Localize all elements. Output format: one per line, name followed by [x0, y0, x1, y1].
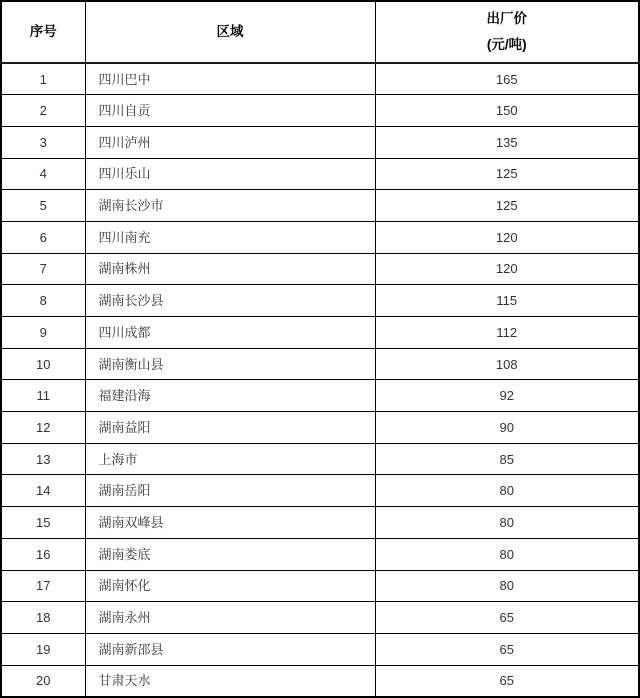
table-row	[1, 602, 639, 634]
table-row	[1, 348, 639, 380]
table-row	[1, 285, 639, 317]
row-region-cell: 湖南娄底	[85, 538, 375, 570]
row-price-cell: 65	[375, 665, 639, 697]
row-region-cell: 湖南衡山县	[85, 348, 375, 380]
row-index-cell: 5	[1, 190, 85, 222]
row-index-cell: 10	[1, 348, 85, 380]
row-price-cell: 80	[375, 570, 639, 602]
row-price-cell: 92	[375, 380, 639, 412]
table-row	[1, 221, 639, 253]
row-price-cell: 112	[375, 317, 639, 349]
row-region-cell: 甘肃天水	[85, 665, 375, 697]
row-index-cell: 1	[1, 63, 85, 95]
row-price-cell: 65	[375, 602, 639, 634]
row-index-cell: 9	[1, 317, 85, 349]
row-price-cell: 85	[375, 443, 639, 475]
row-price-cell: 80	[375, 538, 639, 570]
row-region-cell: 福建沿海	[85, 380, 375, 412]
row-region-cell: 四川成都	[85, 317, 375, 349]
header-col-region	[85, 1, 375, 63]
row-index-cell: 17	[1, 570, 85, 602]
header-col-price	[375, 1, 639, 63]
row-price-cell: 65	[375, 633, 639, 665]
row-price-cell: 125	[375, 190, 639, 222]
row-price-cell: 120	[375, 221, 639, 253]
table-row	[1, 507, 639, 539]
row-index-cell: 18	[1, 602, 85, 634]
row-index-cell: 3	[1, 126, 85, 158]
row-price-cell: 80	[375, 475, 639, 507]
header-region-label: 区域	[216, 23, 244, 39]
row-index-cell: 2	[1, 95, 85, 127]
row-region-cell: 四川自贡	[85, 95, 375, 127]
row-price-cell: 135	[375, 126, 639, 158]
row-index-cell: 4	[1, 158, 85, 190]
row-region-cell: 四川南充	[85, 221, 375, 253]
header-index-label: 序号	[29, 23, 57, 39]
table-row	[1, 443, 639, 475]
table-row	[1, 475, 639, 507]
row-index-cell: 14	[1, 475, 85, 507]
row-price-cell: 90	[375, 412, 639, 444]
row-region-cell: 湖南岳阳	[85, 475, 375, 507]
row-price-cell: 120	[375, 253, 639, 285]
row-index-cell: 15	[1, 507, 85, 539]
row-index-cell: 6	[1, 221, 85, 253]
header-col-index	[1, 1, 85, 63]
row-region-cell: 湖南怀化	[85, 570, 375, 602]
row-index-cell: 13	[1, 443, 85, 475]
row-price-cell: 108	[375, 348, 639, 380]
row-region-cell: 四川乐山	[85, 158, 375, 190]
table-row	[1, 412, 639, 444]
row-index-cell: 20	[1, 665, 85, 697]
row-price-cell: 125	[375, 158, 639, 190]
row-region-cell: 四川巴中	[85, 63, 375, 95]
row-region-cell: 湖南双峰县	[85, 507, 375, 539]
table-header	[1, 1, 639, 63]
table-row	[1, 126, 639, 158]
row-price-cell: 165	[375, 63, 639, 95]
row-region-cell: 上海市	[85, 443, 375, 475]
row-price-cell: 115	[375, 285, 639, 317]
table-body	[1, 63, 639, 697]
row-index-cell: 11	[1, 380, 85, 412]
row-index-cell: 7	[1, 253, 85, 285]
row-region-cell: 湖南长沙县	[85, 285, 375, 317]
row-region-cell: 湖南新邵县	[85, 633, 375, 665]
row-region-cell: 湖南益阳	[85, 412, 375, 444]
table-row	[1, 633, 639, 665]
row-index-cell: 12	[1, 412, 85, 444]
table-row	[1, 570, 639, 602]
table-row	[1, 665, 639, 697]
row-region-cell: 四川泸州	[85, 126, 375, 158]
header-price-label-line2: (元/吨)	[486, 36, 527, 52]
row-index-cell: 8	[1, 285, 85, 317]
header-row	[1, 1, 639, 63]
table-row	[1, 317, 639, 349]
table-row	[1, 538, 639, 570]
row-region-cell: 湖南永州	[85, 602, 375, 634]
header-price-label-line1: 出厂价	[486, 11, 527, 27]
row-price-cell: 80	[375, 507, 639, 539]
row-index-cell: 19	[1, 633, 85, 665]
table-row	[1, 380, 639, 412]
table-row	[1, 190, 639, 222]
row-index-cell: 16	[1, 538, 85, 570]
row-region-cell: 湖南长沙市	[85, 190, 375, 222]
table-row	[1, 253, 639, 285]
table-row	[1, 158, 639, 190]
table-row	[1, 63, 639, 95]
row-price-cell: 150	[375, 95, 639, 127]
row-region-cell: 湖南株州	[85, 253, 375, 285]
table-row	[1, 95, 639, 127]
